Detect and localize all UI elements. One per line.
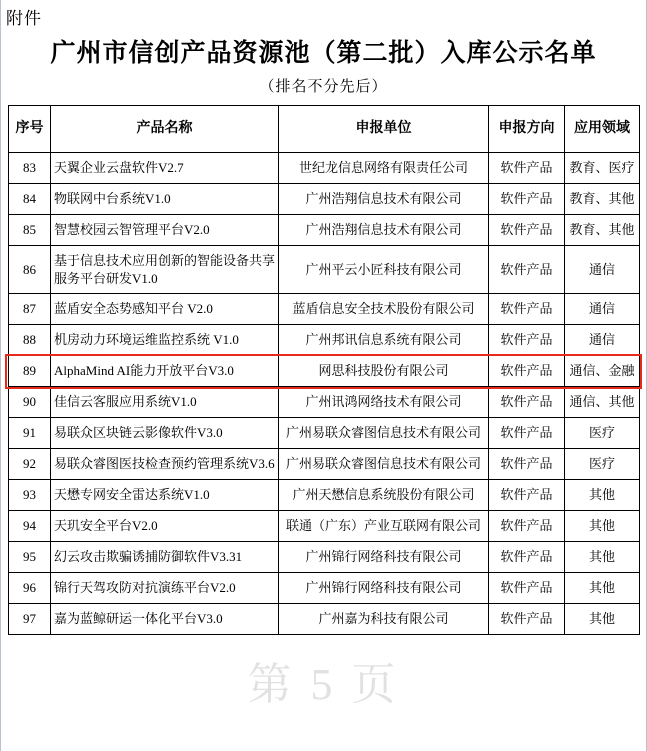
cell-unit: 广州锦行网络科技有限公司 (279, 542, 489, 573)
cell-area: 教育、医疗 (565, 153, 640, 184)
cell-area: 其他 (565, 542, 640, 573)
cell-area: 其他 (565, 604, 640, 635)
cell-seq: 85 (9, 215, 51, 246)
cell-product-name: 锦行天驾攻防对抗演练平台V2.0 (51, 573, 279, 604)
cell-area: 通信、金融 (565, 356, 640, 387)
table-row (9, 356, 640, 387)
table-row (9, 418, 640, 449)
cell-direction: 软件产品 (489, 573, 565, 604)
cell-direction: 软件产品 (489, 325, 565, 356)
cell-seq: 96 (9, 573, 51, 604)
page-watermark: 第 5 页 (247, 660, 400, 709)
table-row (9, 325, 640, 356)
cell-area: 其他 (565, 480, 640, 511)
cell-unit: 广州浩翔信息技术有限公司 (279, 215, 489, 246)
cell-unit: 广州讯鸿网络技术有限公司 (279, 387, 489, 418)
cell-seq: 83 (9, 153, 51, 184)
cell-product-name: 天玑安全平台V2.0 (51, 511, 279, 542)
column-header-unit: 申报单位 (279, 106, 489, 153)
cell-product-name: 佳信云客服应用系统V1.0 (51, 387, 279, 418)
cell-unit: 广州邦讯信息系统有限公司 (279, 325, 489, 356)
cell-unit: 蓝盾信息安全技术股份有限公司 (279, 294, 489, 325)
cell-unit: 广州浩翔信息技术有限公司 (279, 184, 489, 215)
cell-area: 医疗 (565, 418, 640, 449)
attachment-label: 附件 (6, 9, 42, 28)
table-row (9, 184, 640, 215)
table-row (9, 449, 640, 480)
table-body (9, 153, 640, 635)
table-row (9, 387, 640, 418)
cell-unit: 网思科技股份有限公司 (279, 356, 489, 387)
cell-unit: 广州易联众睿图信息技术有限公司 (279, 418, 489, 449)
table-row (9, 480, 640, 511)
column-header-direction: 申报方向 (489, 106, 565, 153)
cell-direction: 软件产品 (489, 153, 565, 184)
cell-direction: 软件产品 (489, 387, 565, 418)
column-header-product-name: 产品名称 (51, 106, 279, 153)
cell-seq: 97 (9, 604, 51, 635)
cell-product-name: 天懋专网安全雷达系统V1.0 (51, 480, 279, 511)
table-row (9, 215, 640, 246)
cell-direction: 软件产品 (489, 356, 565, 387)
page-title: 广州市信创产品资源池（第二批）入库公示名单 (50, 40, 597, 67)
table-header-row (9, 106, 640, 153)
cell-product-name: AlphaMind AI能力开放平台V3.0 (51, 356, 279, 387)
cell-unit: 广州锦行网络科技有限公司 (279, 573, 489, 604)
cell-seq: 86 (9, 246, 51, 294)
cell-area: 教育、其他 (565, 215, 640, 246)
cell-unit: 广州嘉为科技有限公司 (279, 604, 489, 635)
product-list-table (8, 105, 640, 635)
cell-seq: 89 (9, 356, 51, 387)
cell-product-name: 嘉为蓝鲸研运一体化平台V3.0 (51, 604, 279, 635)
title-block (8, 34, 639, 96)
cell-area: 其他 (565, 573, 640, 604)
cell-direction: 软件产品 (489, 480, 565, 511)
cell-direction: 软件产品 (489, 604, 565, 635)
cell-seq: 88 (9, 325, 51, 356)
page-left-rule (0, 0, 1, 751)
table-row (9, 573, 640, 604)
table-row (9, 294, 640, 325)
cell-area: 通信 (565, 325, 640, 356)
cell-seq: 91 (9, 418, 51, 449)
cell-product-name: 智慧校园云智管理平台V2.0 (51, 215, 279, 246)
column-header-seq: 序号 (9, 106, 51, 153)
cell-area: 通信、其他 (565, 387, 640, 418)
cell-product-name: 易联众睿图医技检查预约管理系统V3.6 (51, 449, 279, 480)
document-body (8, 34, 639, 635)
cell-unit: 世纪龙信息网络有限责任公司 (279, 153, 489, 184)
table-row (9, 246, 640, 294)
table-row (9, 542, 640, 573)
cell-direction: 软件产品 (489, 184, 565, 215)
cell-area: 医疗 (565, 449, 640, 480)
table-row (9, 511, 640, 542)
cell-seq: 87 (9, 294, 51, 325)
cell-product-name: 天翼企业云盘软件V2.7 (51, 153, 279, 184)
cell-product-name: 蓝盾安全态势感知平台 V2.0 (51, 294, 279, 325)
cell-direction: 软件产品 (489, 511, 565, 542)
cell-direction: 软件产品 (489, 449, 565, 480)
cell-product-name: 机房动力环境运维监控系统 V1.0 (51, 325, 279, 356)
cell-unit: 广州平云小匠科技有限公司 (279, 246, 489, 294)
cell-seq: 92 (9, 449, 51, 480)
cell-seq: 94 (9, 511, 51, 542)
cell-product-name: 幻云攻击欺骗诱捕防御软件V3.31 (51, 542, 279, 573)
cell-direction: 软件产品 (489, 542, 565, 573)
cell-direction: 软件产品 (489, 418, 565, 449)
cell-direction: 软件产品 (489, 246, 565, 294)
page-subtitle: （排名不分先后） (259, 79, 388, 96)
cell-area: 通信 (565, 294, 640, 325)
cell-area: 通信 (565, 246, 640, 294)
cell-area: 教育、其他 (565, 184, 640, 215)
table-row (9, 604, 640, 635)
cell-seq: 90 (9, 387, 51, 418)
cell-product-name: 基于信息技术应用创新的智能设备共享服务平台研发V1.0 (51, 246, 279, 294)
cell-product-name: 易联众区块链云影像软件V3.0 (51, 418, 279, 449)
cell-seq: 95 (9, 542, 51, 573)
cell-seq: 84 (9, 184, 51, 215)
cell-direction: 软件产品 (489, 215, 565, 246)
table-row (9, 153, 640, 184)
cell-unit: 广州天懋信息系统股份有限公司 (279, 480, 489, 511)
cell-product-name: 物联网中台系统V1.0 (51, 184, 279, 215)
column-header-area: 应用领域 (565, 106, 640, 153)
cell-unit: 广州易联众睿图信息技术有限公司 (279, 449, 489, 480)
cell-seq: 93 (9, 480, 51, 511)
cell-unit: 联通（广东）产业互联网有限公司 (279, 511, 489, 542)
cell-area: 其他 (565, 511, 640, 542)
cell-direction: 软件产品 (489, 294, 565, 325)
